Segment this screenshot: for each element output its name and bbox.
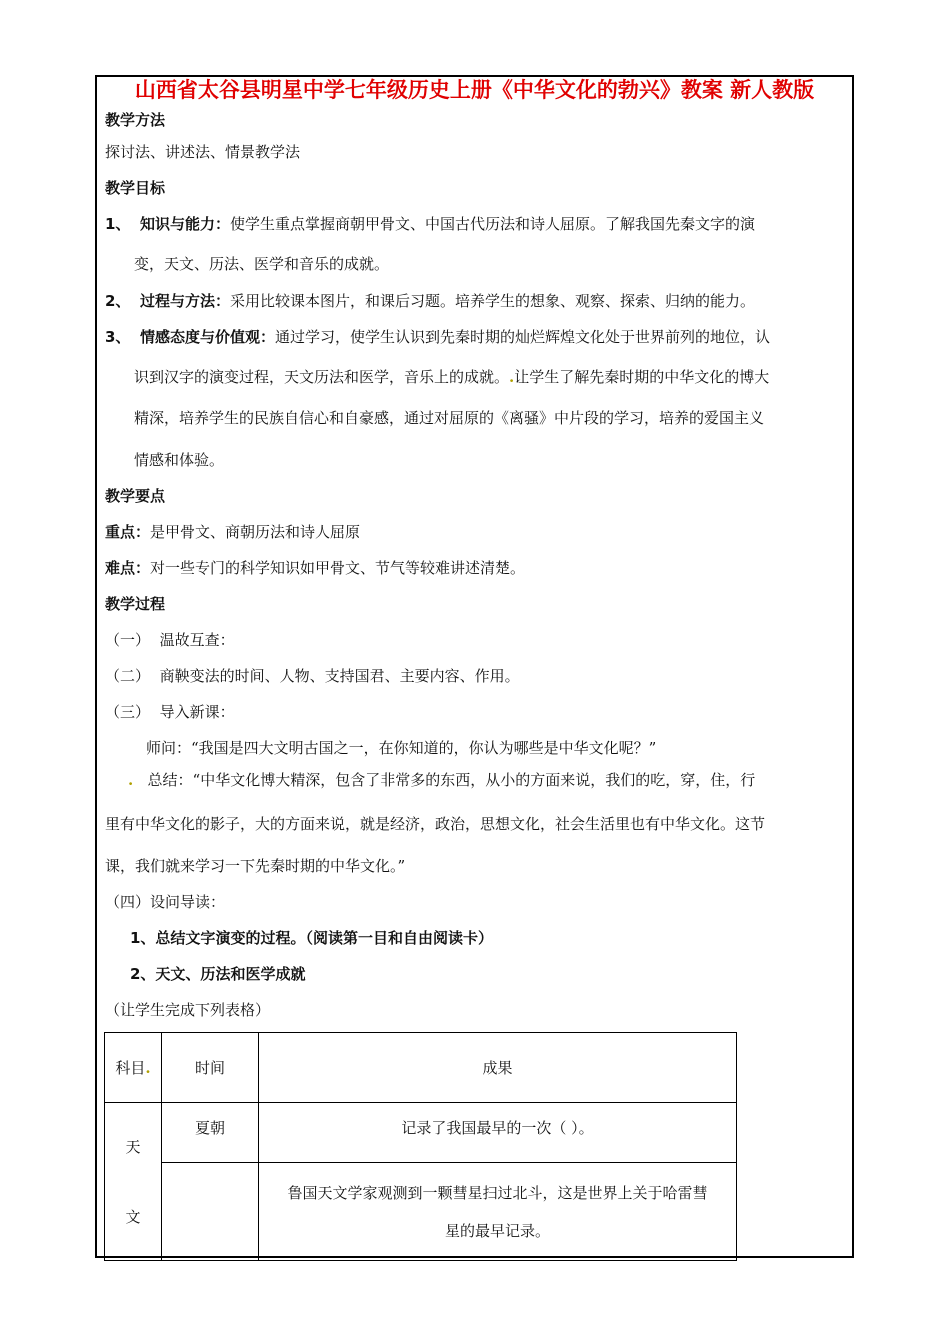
mark-dot: . [128, 771, 134, 789]
step-1 [105, 630, 235, 650]
goal-2 [105, 291, 755, 311]
guide-1: 1、总结文字演变的过程。（阅读第一目和自由阅读卡） [130, 929, 493, 947]
teacher-question-b: 一，在你知道的，你认为哪些是中华文化呢？” [348, 739, 657, 757]
goal-3-num: 3、 [105, 328, 131, 346]
process-heading: 教学过程 [105, 595, 166, 613]
step-1-num: （一） [105, 631, 151, 649]
goal-3 [105, 327, 770, 347]
goal-3-line2 [134, 367, 769, 387]
row2-time [162, 1163, 259, 1261]
achievements-table [104, 1032, 737, 1261]
hard-text: 对一些专门的科学知识如甲骨文、节气等较难讲述清楚。 [150, 559, 526, 577]
header-time: 时间 [162, 1033, 259, 1103]
step-3-text: 导入新课： [159, 703, 235, 721]
goal-3-line4: 情感和体验。 [134, 451, 225, 469]
summary-line-3: 课，我们就来学习一下先秦时期的中华文化。” [105, 857, 406, 875]
row1-result: 记录了我国最早的一次（ ）。 [259, 1103, 737, 1163]
page-title: 山西省太谷县明星中学七年级历史上册《中华文化的勃兴》教案 新人教版 [134, 78, 815, 102]
table-row [105, 1163, 737, 1261]
key-label: 重点： [105, 523, 151, 541]
key-point [105, 522, 360, 542]
goal-3-line2b: 让学生了解先秦时期的中华文化的博大 [514, 368, 770, 386]
goal-1-num: 1、 [105, 215, 131, 233]
table-note: （让学生完成下列表格） [105, 1001, 271, 1019]
summary-line-2: 里有中华文化的影子，大的方面来说，就是经济，政治，思想文化，社会生活里也有中华文化。这节 [105, 815, 766, 833]
goal-3-line3: 精深，培养学生的民族自信心和自豪感，通过对屈原的《离骚》中片段的学习，培养的爱国主义 [134, 409, 765, 427]
row2-result-a: 鲁国天文学家观测到一颗彗星扫过北斗，这是世界上关于哈雷彗 [287, 1183, 708, 1202]
table-header-row [105, 1033, 737, 1103]
step-4: （四）设问导读： [105, 893, 226, 911]
step-3 [105, 702, 235, 722]
goal-3-line1: 通过学习，使学生认识到先秦时期的灿烂辉煌文化处于世界前列的地位，认 [275, 328, 771, 346]
goal-1-label: 知识与能力： [139, 215, 230, 233]
table-row [105, 1103, 737, 1163]
goal-3-label: 情感态度与价值观： [139, 328, 275, 346]
key-heading: 教学要点 [105, 487, 166, 505]
row1-time: 夏朝 [162, 1103, 259, 1163]
teacher-question-a: 师问：“我国是四大文明古国之 [146, 739, 349, 757]
step-2-num: （二） [105, 667, 151, 685]
subject-char-2: 文 [125, 1207, 141, 1226]
goal-2-label: 过程与方法： [139, 292, 230, 310]
step-3-num: （三） [105, 703, 151, 721]
goal-1 [105, 214, 755, 234]
row2-result [259, 1163, 737, 1261]
teacher-question [146, 738, 656, 758]
step-2-text: 商鞅变法的时间、人物、支持国君、主要内容、作用。 [159, 667, 520, 685]
guide-2: 2、天文、历法和医学成就 [130, 965, 306, 983]
subject-char-1: 天 [125, 1137, 141, 1156]
goal-1-line2: 变，天文、历法、医学和音乐的成就。 [134, 255, 390, 273]
method-text: 探讨法、讲述法、情景教学法 [105, 143, 301, 161]
goal-2-num: 2、 [105, 292, 131, 310]
mark-dot: . [509, 368, 515, 386]
method-heading: 教学方法 [105, 111, 166, 129]
summary-line-1 [128, 770, 755, 790]
header-subject: 科目. [105, 1033, 162, 1103]
goal-2-line1: 采用比较课本图片，和课后习题。培养学生的想象、观察、探索、归纳的能力。 [230, 292, 756, 310]
hard-label: 难点： [105, 559, 151, 577]
subject-cell [105, 1103, 162, 1261]
step-1-text: 温故互查： [159, 631, 235, 649]
summary-1-text: 总结：“中华文化博大精深，包含了非常多的东西，从小的方面来说，我们的吃，穿，住，行 [147, 771, 756, 789]
goal-3-line2a: 识到汉字的演变过程，天文历法和医学，音乐上的成就。 [134, 368, 510, 386]
row2-result-b: 星的最早记录。 [444, 1221, 550, 1240]
goals-heading: 教学目标 [105, 179, 166, 197]
header-result: 成果 [259, 1033, 737, 1103]
hard-point [105, 558, 525, 578]
step-2 [105, 666, 520, 686]
key-text: 是甲骨文、商朝历法和诗人屈原 [150, 523, 361, 541]
goal-1-line1: 使学生重点掌握商朝甲骨文、中国古代历法和诗人屈原。了解我国先秦文字的演 [230, 215, 756, 233]
